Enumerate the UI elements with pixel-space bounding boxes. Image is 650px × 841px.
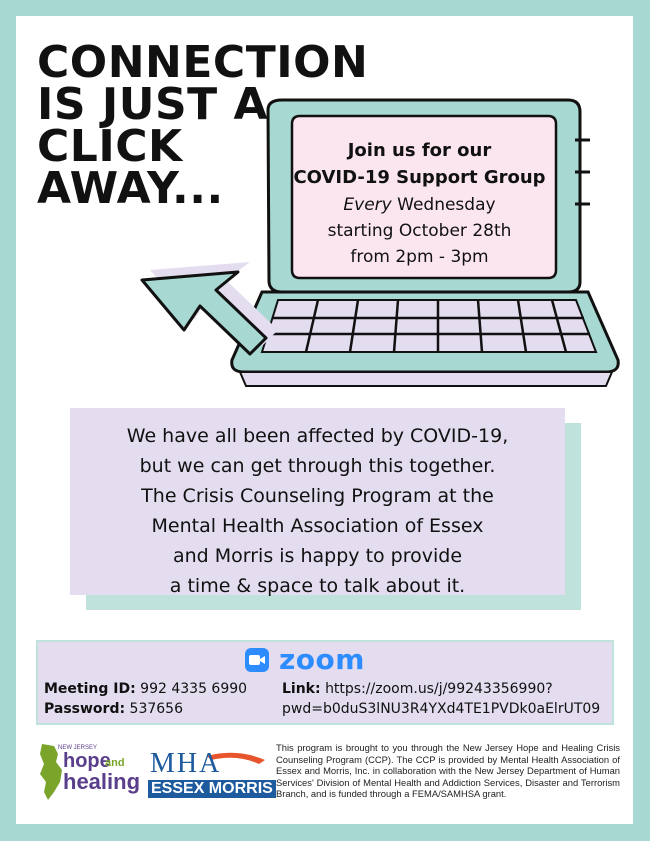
password xyxy=(44,701,183,717)
link-url-line2[interactable]: pwd=b0duS3lNU3R4YXd4TE1PVDk0aElrUT09 xyxy=(282,701,601,717)
laptop-base-edge xyxy=(240,372,612,386)
screen-announcement xyxy=(292,128,547,270)
headline-line: IS JUST A xyxy=(37,79,269,130)
password-label: Password: xyxy=(44,701,126,717)
message-line: The Crisis Counseling Program at the xyxy=(141,485,494,507)
message-line: We have all been affected by COVID-19, xyxy=(126,425,509,447)
screen-line-invite: Join us for our xyxy=(347,140,492,161)
message-line: Mental Health Association of Essex xyxy=(151,515,484,537)
weekday: Wednesday xyxy=(391,195,496,215)
screen-line-group: COVID-19 Support Group xyxy=(293,167,546,188)
password-value[interactable]: 537656 xyxy=(129,701,183,717)
message-line: a time & space to talk about it. xyxy=(169,575,466,597)
meeting-id-label: Meeting ID: xyxy=(44,681,136,697)
headline-line: AWAY... xyxy=(37,163,224,214)
zoom-wordmark: zoom xyxy=(279,643,365,676)
nj-logo-and: and xyxy=(105,757,125,769)
nj-logo-hope: hope xyxy=(63,750,111,772)
message-line: but we can get through this together. xyxy=(139,455,496,477)
every-emphasis: Every xyxy=(343,195,392,215)
link-label: Link: xyxy=(282,681,321,697)
screen-line-schedule xyxy=(292,192,547,218)
zoom-camera-icon xyxy=(245,648,269,672)
screen-line-start: starting October 28th xyxy=(327,221,512,241)
message-text xyxy=(70,421,565,601)
nj-logo-healing: healing xyxy=(63,769,141,794)
message-line: and Morris is happy to provide xyxy=(172,545,463,567)
funding-disclaimer: This program is brought to you through the New Jersey Hope and Healing Crisis Counseling Program (CCP). The CCP is provided by Mental Health Association of Essex and Morris, Inc. in collaboration with the New Jersey Department of Human Services' Division of Mental Health and Addiction Services, Disaster and Terrorism Branch, and is funded through a FEMA/SAMHSA grant. xyxy=(276,742,620,799)
zoom-link xyxy=(282,681,553,697)
mha-logo-top: MHA xyxy=(150,748,222,779)
headline-line: CLICK xyxy=(37,121,183,172)
meeting-id xyxy=(44,681,247,697)
nj-logo-small: NEW JERSEY xyxy=(58,745,98,751)
screen-line-time: from 2pm - 3pm xyxy=(350,247,489,267)
link-url-line1[interactable]: https://zoom.us/j/99243356990? xyxy=(325,681,553,697)
zoom-logo xyxy=(245,645,365,675)
headline-line: CONNECTION xyxy=(37,37,369,88)
meeting-id-value[interactable]: 992 4335 6990 xyxy=(140,681,248,697)
mha-logo-bottom: ESSEX MORRIS xyxy=(148,780,276,798)
zoom-link-cont xyxy=(282,701,600,717)
